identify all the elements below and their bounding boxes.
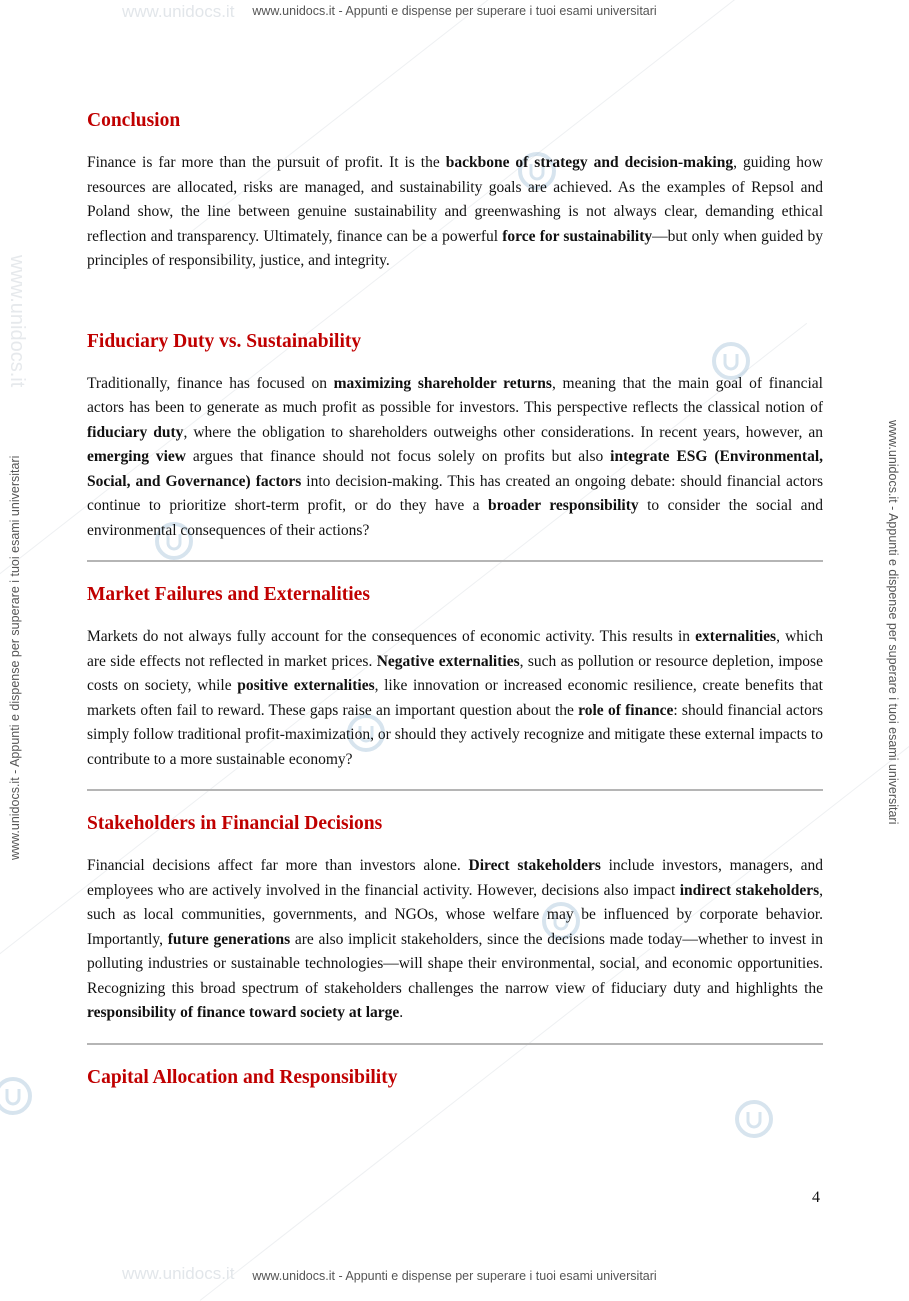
section-paragraph: [87, 625, 823, 772]
text-run: : should financial actors simply follow traditional profit-maximization, or should they actively recognize and mitigate these external impacts to contribute to a more sustainable economy?: [87, 701, 824, 768]
bold-phrase: Direct stakeholders: [468, 857, 601, 874]
watermark-top: www.unidocs.it - Appunti e dispense per superare i tuoi esami universitari: [252, 4, 657, 18]
text-run: , such as local communities, governments, and NGOs, whose welfare may be influenced by corporate behavior. Importantly,: [87, 881, 823, 948]
text-run: , meaning that the main goal of financial actors has been to generate as much profit as possible for investors. This perspective reflects the classical notion of: [87, 374, 823, 416]
section-fiduciary-duty: [87, 326, 823, 544]
text-run: argues that finance should not focus solely on profits but also: [186, 448, 611, 465]
section-paragraph: [87, 854, 823, 1026]
section-title: Capital Allocation and Responsibility: [87, 1066, 398, 1088]
section-title: Stakeholders in Financial Decisions: [87, 813, 383, 834]
bold-phrase: future generations: [167, 930, 291, 948]
section-market-failures: [87, 579, 823, 772]
unidocs-logo-icon: [0, 1075, 34, 1117]
section-title: Fiduciary Duty vs. Sustainability: [87, 330, 362, 352]
unidocs-logo-icon: [733, 1098, 775, 1140]
bold-phrase: maximizing shareholder returns: [333, 374, 552, 392]
bold-phrase: role of finance: [578, 701, 674, 719]
section-paragraph: [87, 372, 823, 544]
watermark-bottom: www.unidocs.it - Appunti e dispense per superare i tuoi esami universitari: [252, 1269, 657, 1283]
text-run: , which are side effects not reflected in market prices.: [87, 628, 823, 670]
section-title: Conclusion: [87, 110, 181, 131]
text-run: —but only when guided by principles of responsibility, justice, and integrity.: [87, 227, 823, 269]
text-run: to consider the social and environmental consequences of their actions?: [87, 497, 823, 539]
watermark-left: www.unidocs.it - Appunti e dispense per superare i tuoi esami universitari: [8, 455, 22, 860]
page-number: 4: [812, 1189, 820, 1206]
text-run: , guiding how resources are allocated, risks are managed, and sustainability goals are achieved. As the examples of Repsol and Poland show, the line between genuine sustainability and greenwashing is not always clear, demanding ethical reflection and transparency. Ultimately, finance can be a powerful: [87, 154, 823, 245]
bold-phrase: fiduciary duty: [87, 423, 184, 441]
text-run: Finance is far more than the pursuit of profit. It is the: [87, 154, 446, 171]
bold-phrase: indirect stakeholders: [679, 881, 820, 899]
bold-phrase: backbone of strategy and decision-making: [445, 154, 734, 171]
watermark-right: www.unidocs.it - Appunti e dispense per superare i tuoi esami universitari: [886, 420, 900, 825]
bold-phrase: broader responsibility: [488, 497, 639, 514]
bold-phrase: integrate ESG (Environmental, Social, and Governance) factors: [87, 448, 824, 490]
bold-phrase: responsibility of finance toward society at large: [87, 1004, 400, 1021]
text-run: Traditionally, finance has focused on: [87, 374, 334, 392]
text-run: , such as pollution or resource depletion, impose costs on society, while: [87, 652, 823, 694]
text-run: include investors, managers, and employees who are actively involved in the financial activity. However, decisions also impact: [87, 857, 823, 899]
bold-phrase: force for sustainability: [502, 227, 653, 245]
bold-phrase: externalities: [695, 628, 777, 645]
section-stakeholders: [87, 808, 823, 1026]
text-run: .: [399, 1004, 404, 1021]
watermark-ghost: www.unidocs.it: [6, 255, 28, 388]
text-run: into decision-making. This has created an ongoing debate: should financial actors continue to prioritize short-term profit, or do they have a: [87, 472, 823, 514]
section-conclusion: [87, 105, 823, 274]
section-paragraph: [87, 151, 823, 274]
watermark-ghost: www.unidocs.it: [122, 1264, 235, 1283]
text-run: are also implicit stakeholders, since the decisions made today—whether to invest in polluting industries or sustainable technologies—will shape their environmental, social, and economic opportunities. Recognizing this broad spectrum of stakeholders challenges the narrow view of fiduciary duty and highlights the: [87, 930, 823, 997]
bold-phrase: positive externalities: [237, 677, 375, 694]
document-body: [87, 105, 823, 1094]
text-run: Markets do not always fully account for the consequences of economic activity. This results in: [87, 628, 696, 645]
section-title: Market Failures and Externalities: [87, 584, 370, 605]
text-run: Financial decisions affect far more than investors alone.: [87, 857, 469, 874]
bold-phrase: Negative externalities: [376, 652, 520, 670]
section-capital-allocation: [87, 1062, 823, 1094]
text-run: , where the obligation to shareholders outweighs other considerations. In recent years, however, an: [183, 423, 823, 441]
bold-phrase: emerging view: [87, 448, 186, 465]
text-run: , like innovation or increased economic resilience, create benefits that markets often fail to reward. These gaps raise an important question about the: [87, 677, 823, 719]
watermark-ghost: www.unidocs.it: [122, 2, 235, 21]
